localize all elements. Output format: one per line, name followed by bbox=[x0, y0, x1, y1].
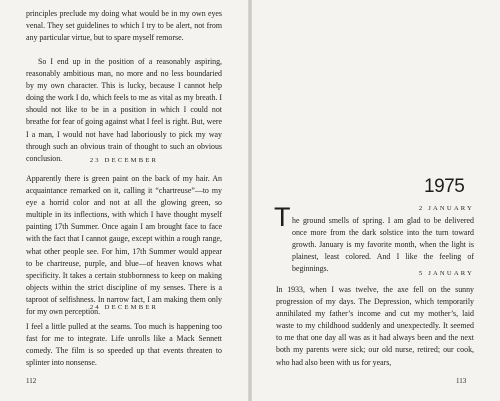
paragraph: So I end up in the position of a reasonably aspiring, reasonably ambitious man, no more and no less boundaried by my own character. This is lucky, because I cannot help doing the work I do, which feels to me as vital as my breath. I should not like to be in a position in which I could not breathe for fear of going against what I feel is right. But, were I a man, I would not have had laboriously to pick my way through such an obvious train of thought to such an obvious conclusion. bbox=[26, 57, 222, 163]
left-page bbox=[0, 0, 248, 401]
right-page bbox=[252, 0, 500, 401]
paragraph: I feel a little pulled at the seams. Too much is happening too fast for me to integrate. Life unrolls like a Mack Sennett comedy. The film is so speeded up that events threaten to splinter into nonsense. bbox=[26, 322, 222, 368]
paragraph: In 1933, when I was twelve, the axe fell on the sunny progression of my days. The Depression, which temporarily annihilated my father’s income and cut my mother’s, laid waste to my childhood suddenly and unexpectedly. It seemed to me that one day all was as it had always been and the next both my parents were sick; our old nurse, retired; our cook, who had also been with us for years, bbox=[276, 285, 474, 367]
entry-date: 24 DECEMBER bbox=[89, 304, 159, 311]
paragraph: principles preclude my doing what would be in my own eyes venal. They set guidelines to which I try to be alert, not from any particular virtue, but to spare myself remorse. bbox=[26, 9, 222, 43]
year-heading: 1975 bbox=[424, 176, 465, 197]
entry-date: 23 DECEMBER bbox=[89, 157, 159, 164]
entry-date: 5 JANUARY bbox=[418, 270, 474, 277]
page-number: 112 bbox=[26, 377, 37, 385]
entry-date: 2 JANUARY bbox=[418, 205, 474, 212]
drop-cap: T bbox=[274, 202, 291, 232]
page-number: 113 bbox=[456, 377, 467, 385]
paragraph: Apparently there is green paint on the back of my hair. An acquaintance remarked on it, calling it “chartreuse”—to my eye a horrid color and not at all the glowing green, so multiple in its inflections, with which I have thought myself painting 17th Summer. Once again I am brought face to face with the fact that I cannot gauge, except within a rough range, what other people see. For him, 17th Summer would appear to be chartreuse, purple, and blue—of heaven knows what specificity. It takes a certain stubbornness to keep on making objects within the strict discipline of my senses. There is a taproot of selfishness. In narrow fact, I am making them only for my own perception. bbox=[26, 174, 222, 317]
paragraph: he ground smells of spring. I am glad to be delivered once more from the dark solstice into the turn toward growth. January is my favorite month, when the light is plainest, least colored. And I like the feeling of beginnings. bbox=[292, 216, 474, 274]
